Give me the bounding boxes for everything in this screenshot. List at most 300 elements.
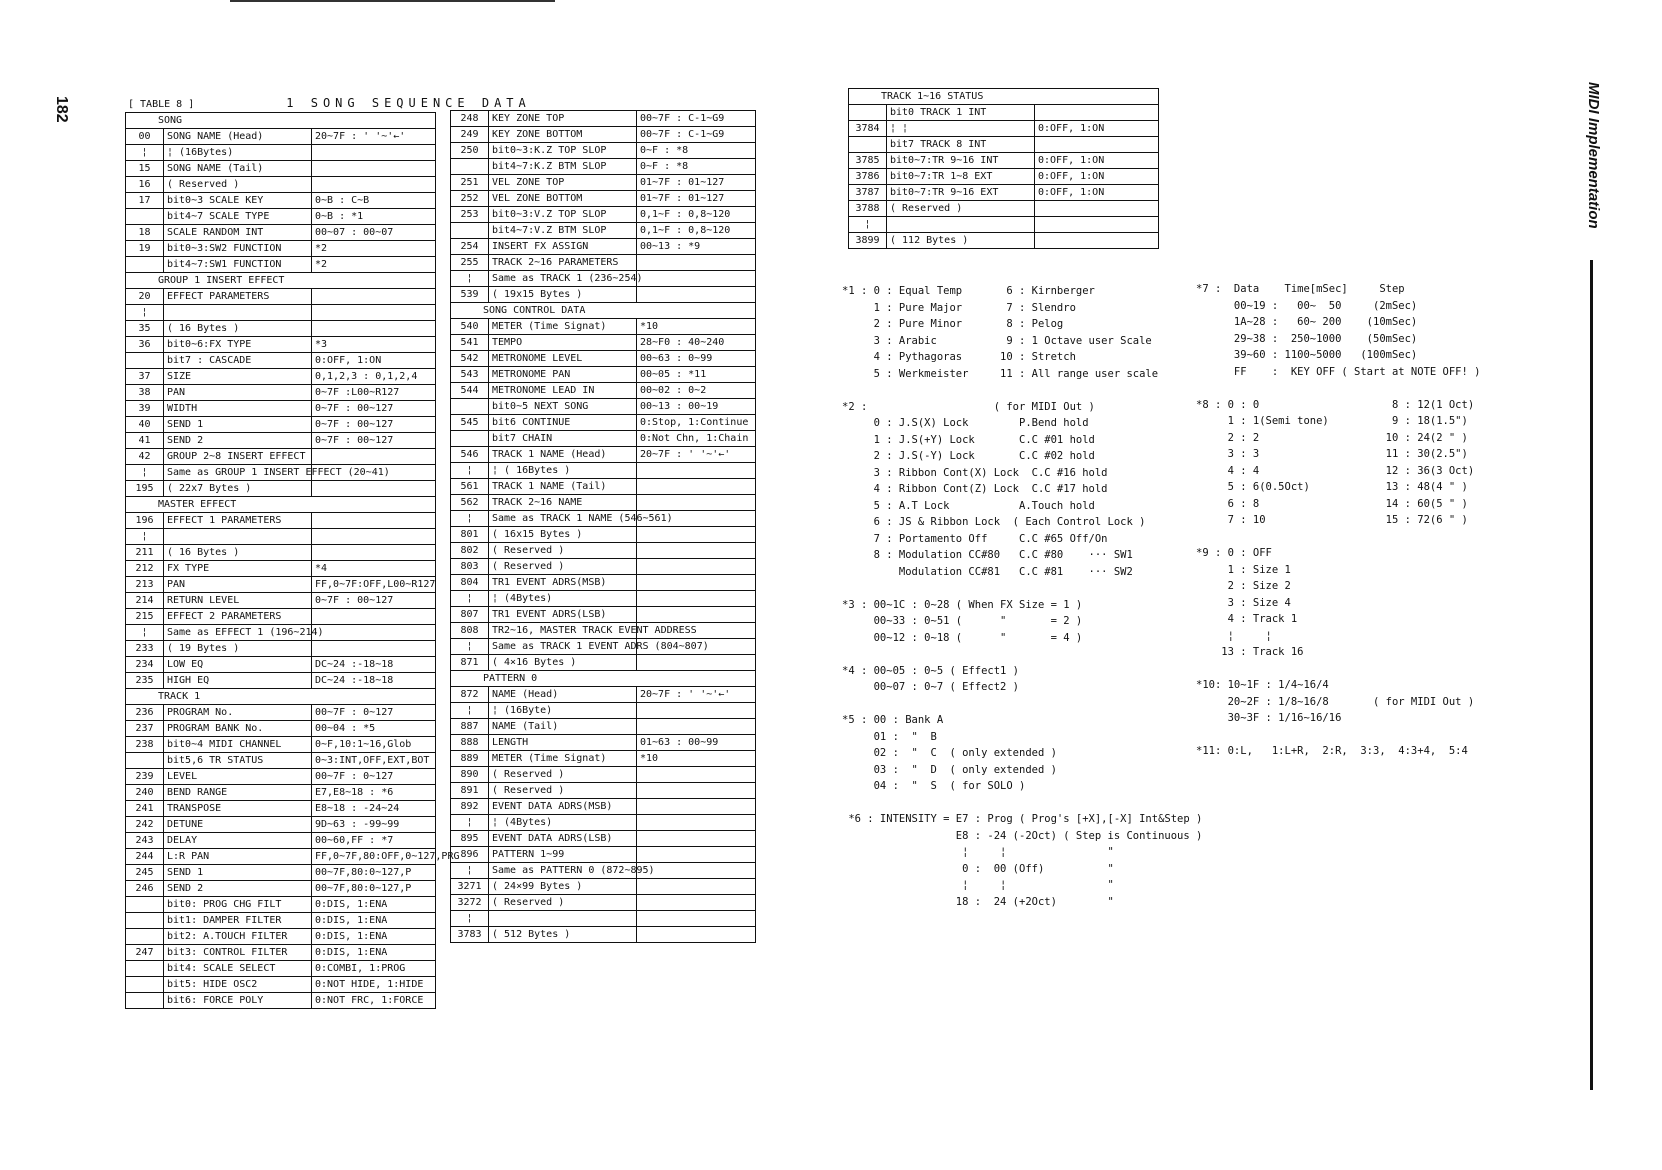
row-value: DC~24 :-18~18 <box>312 673 436 689</box>
section-heading: GROUP 1 INSERT EFFECT <box>126 273 436 289</box>
row-value: 01~63 : 00~99 <box>637 735 756 751</box>
table-column-2 <box>450 110 756 943</box>
row-parameter: TEMPO <box>489 335 637 351</box>
row-address <box>126 977 164 993</box>
row-parameter: METER (Time Signat) <box>489 319 637 335</box>
table-row <box>126 609 436 625</box>
row-address: 541 <box>451 335 489 351</box>
row-address: 237 <box>126 721 164 737</box>
row-value: 00~7F : C-1~G9 <box>637 127 756 143</box>
row-address: 542 <box>451 351 489 367</box>
row-value: 20~7F : ' '~'←' <box>312 129 436 145</box>
row-value: 00~07 : 00~07 <box>312 225 436 241</box>
row-address: 242 <box>126 817 164 833</box>
row-address: 890 <box>451 767 489 783</box>
section-heading: TRACK 1~16 STATUS <box>849 89 1159 105</box>
row-parameter: DELAY <box>164 833 312 849</box>
row-address: ¦ <box>451 511 489 527</box>
row-address: ¦ <box>451 591 489 607</box>
table-row <box>126 465 436 481</box>
row-address: 892 <box>451 799 489 815</box>
table-row <box>126 129 436 145</box>
table-row <box>126 561 436 577</box>
row-address: 891 <box>451 783 489 799</box>
table-row <box>451 271 756 287</box>
row-value <box>637 591 756 607</box>
row-address: 540 <box>451 319 489 335</box>
row-address: 546 <box>451 447 489 463</box>
row-parameter: bit5,6 TR STATUS <box>164 753 312 769</box>
row-address <box>126 913 164 929</box>
notes-left: *1 : 0 : Equal Temp 6 : Kirnberger 1 : Pure Major 7 : Slendro 2 : Pure Minor 8 : Pelog 3 : Arabic 9 : 1 Octave user Scale 4 : Pythagoras 10 : Stretch 5 : Werkmeister 11 : All range user scale *2 : ( for MIDI Out ) 0 : J.S(X) Lock P.Bend hold 1 : J.S(+Y) Lock C.C #01 hold 2 : J.S(-Y) Lock C.C #02 hold 3 : Ribbon Cont(X) Lock C.C #16 hold 4 : Ribbon Cont(Z) Lock C.C #17 hold 5 : A.T Lock A.Touch hold 6 : JS & Ribbon Lock ( Each Control Lock ) 7 : Portamento Off C.C #65 Off/On 8 : Modulation CC#80 C.C #80 ··· SW1 Modulation CC#81 C.C #81 ··· SW2 *3 : 00~1C : 0~28 ( When FX Size = 1 ) 00~33 : 0~51 ( " = 2 ) 00~12 : 0~18 ( " = 4 ) *4 : 00~05 : 0~5 ( Effect1 ) 00~07 : 0~7 ( Effect2 ) *5 : 00 : Bank A 01 : " B 02 : " C ( only extended ) 03 : " D ( only extended ) 04 : " S ( for SOLO ) *6 : INTENSITY = E7 : Prog ( Prog's [+X],[-X] Int&Step ) E8 : -24 (-2Oct) ( Step is Continuous ) ¦ ¦ " 0 : 00 (Off) " ¦ ¦ " 18 : 24 (+2Oct) " <box>842 285 1203 908</box>
table-row <box>451 463 756 479</box>
table-row <box>126 689 436 705</box>
table-row <box>451 655 756 671</box>
row-parameter: bit0 TRACK 1 INT <box>887 105 1035 121</box>
table-row <box>126 913 436 929</box>
table-row <box>451 239 756 255</box>
row-value <box>637 879 756 895</box>
row-address: 3788 <box>849 201 887 217</box>
row-parameter: DETUNE <box>164 817 312 833</box>
row-address: 254 <box>451 239 489 255</box>
row-parameter: bit4~7 SCALE TYPE <box>164 209 312 225</box>
row-value <box>637 255 756 271</box>
row-parameter: METRONOME LEAD IN <box>489 383 637 399</box>
table-row <box>849 153 1159 169</box>
row-parameter: ( Reserved ) <box>489 783 637 799</box>
row-parameter: TR1 EVENT ADRS(LSB) <box>489 607 637 623</box>
row-value <box>637 575 756 591</box>
table-row <box>451 303 756 319</box>
table-row <box>451 351 756 367</box>
row-address: 215 <box>126 609 164 625</box>
row-address <box>451 399 489 415</box>
row-value: 0:NOT FRC, 1:FORCE <box>312 993 436 1009</box>
table-row <box>451 287 756 303</box>
row-value <box>637 911 756 927</box>
row-address: 3787 <box>849 185 887 201</box>
table-row <box>451 191 756 207</box>
row-parameter: ( 24×99 Bytes ) <box>489 879 637 895</box>
table-row <box>849 201 1159 217</box>
table-row <box>451 111 756 127</box>
row-parameter: TRANSPOSE <box>164 801 312 817</box>
row-parameter: ( 19x15 Bytes ) <box>489 287 637 303</box>
row-parameter: PROGRAM No. <box>164 705 312 721</box>
table-row <box>451 431 756 447</box>
side-rule <box>1590 260 1593 1090</box>
row-parameter: bit0~3:SW2 FUNCTION <box>164 241 312 257</box>
table-row <box>126 833 436 849</box>
row-value <box>637 767 756 783</box>
row-value <box>637 463 756 479</box>
row-value: DC~24 :-18~18 <box>312 657 436 673</box>
row-value <box>1035 233 1159 249</box>
table-row <box>451 543 756 559</box>
row-address: ¦ <box>126 625 164 641</box>
row-value <box>312 609 436 625</box>
row-value: 0:OFF, 1:ON <box>1035 185 1159 201</box>
row-value: 0:OFF, 1:ON <box>312 353 436 369</box>
row-value <box>312 529 436 545</box>
table-row <box>451 207 756 223</box>
table-row <box>451 127 756 143</box>
row-parameter: EFFECT 1 PARAMETERS <box>164 513 312 529</box>
row-parameter: KEY ZONE BOTTOM <box>489 127 637 143</box>
row-value: 00~7F : 0~127 <box>312 769 436 785</box>
row-address: 00 <box>126 129 164 145</box>
table-row <box>126 177 436 193</box>
row-address: 238 <box>126 737 164 753</box>
row-value: 20~7F : ' '~'←' <box>637 447 756 463</box>
row-address: 247 <box>126 945 164 961</box>
table-row <box>451 847 756 863</box>
row-value: 0:DIS, 1:ENA <box>312 897 436 913</box>
table-row <box>849 89 1159 105</box>
row-parameter: bit0~7:TR 9~16 INT <box>887 153 1035 169</box>
row-parameter: Same as TRACK 1 EVENT ADRS (804~807) <box>489 639 637 655</box>
row-value: 0~7F : 00~127 <box>312 417 436 433</box>
table-row <box>126 673 436 689</box>
row-parameter: ( 22x7 Bytes ) <box>164 481 312 497</box>
table-row <box>126 817 436 833</box>
row-parameter: FX TYPE <box>164 561 312 577</box>
row-value: 0~3:INT,OFF,EXT,BOT <box>312 753 436 769</box>
table-row <box>849 121 1159 137</box>
row-parameter: ¦ (16Byte) <box>489 703 637 719</box>
table-row <box>451 831 756 847</box>
row-address <box>126 353 164 369</box>
row-address: 37 <box>126 369 164 385</box>
row-value: 0:Stop, 1:Continue <box>637 415 756 431</box>
row-value: 00~60,FF : *7 <box>312 833 436 849</box>
row-address: 3271 <box>451 879 489 895</box>
row-parameter: METRONOME PAN <box>489 367 637 383</box>
row-parameter: TRACK 1 NAME (Tail) <box>489 479 637 495</box>
row-address: ¦ <box>451 911 489 927</box>
row-address: 234 <box>126 657 164 673</box>
row-address: 41 <box>126 433 164 449</box>
row-value: FF,0~7F:OFF,L00~R127 <box>312 577 436 593</box>
row-address: 16 <box>126 177 164 193</box>
row-value: 00~13 : 00~19 <box>637 399 756 415</box>
table-row <box>126 481 436 497</box>
row-parameter: SEND 1 <box>164 417 312 433</box>
section-heading: SONG CONTROL DATA <box>451 303 756 319</box>
row-value <box>312 625 436 641</box>
row-value: 0:OFF, 1:ON <box>1035 169 1159 185</box>
row-parameter: Same as GROUP 1 INSERT EFFECT (20~41) <box>164 465 312 481</box>
row-parameter: bit0~5 NEXT SONG <box>489 399 637 415</box>
table-row <box>451 447 756 463</box>
row-value: 20~7F : ' '~'←' <box>637 687 756 703</box>
row-address: 246 <box>126 881 164 897</box>
table-row <box>451 159 756 175</box>
row-address: 808 <box>451 623 489 639</box>
row-value <box>637 527 756 543</box>
row-value <box>312 481 436 497</box>
row-parameter: bit7 : CASCADE <box>164 353 312 369</box>
row-parameter: bit0~3 SCALE KEY <box>164 193 312 209</box>
row-address: 240 <box>126 785 164 801</box>
row-address: 211 <box>126 545 164 561</box>
row-parameter: bit3: CONTROL FILTER <box>164 945 312 961</box>
table-row <box>126 705 436 721</box>
row-address: ¦ <box>451 815 489 831</box>
table-row <box>126 337 436 353</box>
row-value: 01~7F : 01~127 <box>637 191 756 207</box>
table-row <box>451 367 756 383</box>
row-parameter: TRACK 2~16 NAME <box>489 495 637 511</box>
table-title: 1 SONG SEQUENCE DATA <box>286 96 531 110</box>
row-parameter <box>887 217 1035 233</box>
row-value: 28~F0 : 40~240 <box>637 335 756 351</box>
row-address: 561 <box>451 479 489 495</box>
row-parameter: SEND 2 <box>164 433 312 449</box>
row-value: 0:DIS, 1:ENA <box>312 945 436 961</box>
row-address: ¦ <box>451 463 489 479</box>
row-value: *3 <box>312 337 436 353</box>
table-row <box>126 577 436 593</box>
table-row <box>126 865 436 881</box>
row-address: 3783 <box>451 927 489 943</box>
row-address: ¦ <box>126 305 164 321</box>
row-address: 896 <box>451 847 489 863</box>
row-address: 18 <box>126 225 164 241</box>
table-row <box>126 321 436 337</box>
row-parameter: RETURN LEVEL <box>164 593 312 609</box>
row-parameter: ( 16x15 Bytes ) <box>489 527 637 543</box>
table-row <box>451 591 756 607</box>
row-address: 241 <box>126 801 164 817</box>
row-value: 0~7F :L00~R127 <box>312 385 436 401</box>
row-address: 253 <box>451 207 489 223</box>
table-row <box>451 879 756 895</box>
row-parameter: BEND RANGE <box>164 785 312 801</box>
table-row <box>126 385 436 401</box>
row-value: *2 <box>312 241 436 257</box>
row-address: 251 <box>451 175 489 191</box>
table-header <box>128 96 531 110</box>
row-value: 0,1~F : 0,8~120 <box>637 223 756 239</box>
top-rule <box>230 0 555 2</box>
row-address <box>126 257 164 273</box>
row-value: 01~7F : 01~127 <box>637 175 756 191</box>
row-parameter: ( 112 Bytes ) <box>887 233 1035 249</box>
row-value <box>637 703 756 719</box>
table-column-1 <box>125 112 460 1009</box>
table-row <box>451 767 756 783</box>
row-address: 235 <box>126 673 164 689</box>
row-parameter: ( 4×16 Bytes ) <box>489 655 637 671</box>
table-row <box>451 479 756 495</box>
row-address: 888 <box>451 735 489 751</box>
row-address <box>849 137 887 153</box>
row-value: 0:NOT HIDE, 1:HIDE <box>312 977 436 993</box>
row-value <box>1035 137 1159 153</box>
row-parameter: L:R PAN <box>164 849 312 865</box>
row-address <box>126 929 164 945</box>
table-row <box>126 801 436 817</box>
notes-right: *7 : Data Time[mSec] Step 00~19 : 00~ 50 (2mSec) 1A~28 : 60~ 200 (10mSec) 29~38 : 250~1000 (50mSec) 39~60 : 1100~5000 (100mSec) FF : KEY OFF ( Start at NOTE OFF! ) *8 : 0 : 0 8 : 12(1 Oct) 1 : 1(Semi tone) 9 : 18(1.5") 2 : 2 10 : 24(2 " ) 3 : 3 11 : 30(2.5") 4 : 4 12 : 36(3 Oct) 5 : 6(0.5Oct) 13 : 48(4 " ) 6 : 8 14 : 60(5 " ) 7 : 10 15 : 72(6 " ) *9 : 0 : OFF 1 : Size 1 2 : Size 2 3 : Size 4 4 : Track 1 ¦ ¦ 13 : Track 16 *10: 10~1F : 1/4~16/4 20~2F : 1/8~16/8 ( for MIDI Out ) 30~3F : 1/16~16/16 *11: 0:L, 1:L+R, 2:R, 3:3, 4:3+4, 5:4 <box>1196 283 1481 757</box>
row-value <box>312 449 436 465</box>
table-row <box>451 815 756 831</box>
row-address: 250 <box>451 143 489 159</box>
table-row <box>126 161 436 177</box>
table-row <box>451 383 756 399</box>
row-parameter: bit1: DAMPER FILTER <box>164 913 312 929</box>
table-row <box>849 185 1159 201</box>
table-row <box>126 305 436 321</box>
table-row <box>451 783 756 799</box>
row-parameter: LEVEL <box>164 769 312 785</box>
row-address: 545 <box>451 415 489 431</box>
row-value <box>312 513 436 529</box>
row-value: 00~04 : *5 <box>312 721 436 737</box>
row-address: 539 <box>451 287 489 303</box>
row-value: E7,E8~18 : *6 <box>312 785 436 801</box>
row-address: 40 <box>126 417 164 433</box>
row-parameter: METRONOME LEVEL <box>489 351 637 367</box>
table-row <box>126 977 436 993</box>
row-parameter: ¦ (4Bytes) <box>489 815 637 831</box>
row-address: 19 <box>126 241 164 257</box>
table-row <box>451 799 756 815</box>
row-parameter: ( Reserved ) <box>489 559 637 575</box>
row-parameter: TR2~16, MASTER TRACK EVENT ADDRESS <box>489 623 637 639</box>
table-row <box>126 145 436 161</box>
row-parameter: TRACK 1 NAME (Head) <box>489 447 637 463</box>
row-parameter: bit7 TRACK 8 INT <box>887 137 1035 153</box>
row-parameter: SONG NAME (Head) <box>164 129 312 145</box>
row-parameter: bit4: SCALE SELECT <box>164 961 312 977</box>
row-parameter: bit4~7:V.Z BTM SLOP <box>489 223 637 239</box>
row-address: 42 <box>126 449 164 465</box>
row-address <box>126 993 164 1009</box>
row-value <box>637 287 756 303</box>
row-address: ¦ <box>126 529 164 545</box>
row-address: 39 <box>126 401 164 417</box>
row-address <box>451 223 489 239</box>
row-parameter: bit0~3:K.Z TOP SLOP <box>489 143 637 159</box>
table-row <box>126 417 436 433</box>
row-address: ¦ <box>849 217 887 233</box>
table-row <box>451 415 756 431</box>
row-parameter: Same as TRACK 1 NAME (546~561) <box>489 511 637 527</box>
section-heading: TRACK 1 <box>126 689 436 705</box>
table-row <box>126 929 436 945</box>
row-address <box>126 209 164 225</box>
row-address: ¦ <box>451 863 489 879</box>
row-parameter: ( 16 Bytes ) <box>164 321 312 337</box>
row-value: FF,0~7F,80:OFF,0~127,PRG <box>312 849 436 865</box>
row-parameter: bit0~6:FX TYPE <box>164 337 312 353</box>
row-parameter: ¦ ( 16Bytes ) <box>489 463 637 479</box>
row-address: 895 <box>451 831 489 847</box>
row-value <box>637 927 756 943</box>
row-parameter: INSERT FX ASSIGN <box>489 239 637 255</box>
row-value: *10 <box>637 751 756 767</box>
table-row <box>451 911 756 927</box>
table-row <box>849 105 1159 121</box>
row-parameter: PATTERN 1~99 <box>489 847 637 863</box>
row-value: *4 <box>312 561 436 577</box>
row-address <box>849 105 887 121</box>
row-parameter: EFFECT 2 PARAMETERS <box>164 609 312 625</box>
row-address <box>126 897 164 913</box>
row-value <box>312 321 436 337</box>
row-parameter: GROUP 2~8 INSERT EFFECT <box>164 449 312 465</box>
row-value <box>637 655 756 671</box>
row-address: 249 <box>451 127 489 143</box>
row-parameter: PROGRAM BANK No. <box>164 721 312 737</box>
table-row <box>451 927 756 943</box>
table-row <box>451 399 756 415</box>
row-parameter: ( Reserved ) <box>489 895 637 911</box>
row-value: 9D~63 : -99~99 <box>312 817 436 833</box>
row-value <box>637 799 756 815</box>
row-parameter: bit0~3:V.Z TOP SLOP <box>489 207 637 223</box>
row-parameter: bit5: HIDE OSC2 <box>164 977 312 993</box>
row-value: 0~7F : 00~127 <box>312 401 436 417</box>
row-parameter <box>164 529 312 545</box>
table-column-3 <box>848 88 1159 249</box>
row-parameter: PAN <box>164 385 312 401</box>
table-row <box>451 671 756 687</box>
row-address: ¦ <box>451 639 489 655</box>
row-parameter <box>489 911 637 927</box>
row-address: 804 <box>451 575 489 591</box>
table-row <box>849 169 1159 185</box>
row-parameter: SEND 2 <box>164 881 312 897</box>
row-value <box>312 289 436 305</box>
row-value <box>1035 105 1159 121</box>
table-row <box>451 511 756 527</box>
row-address: ¦ <box>451 703 489 719</box>
row-address: 17 <box>126 193 164 209</box>
row-value: 0:OFF, 1:ON <box>1035 153 1159 169</box>
table-row <box>126 961 436 977</box>
table-row <box>126 993 436 1009</box>
table-row <box>126 641 436 657</box>
row-parameter: SIZE <box>164 369 312 385</box>
row-value <box>312 305 436 321</box>
table-row <box>126 849 436 865</box>
table-row <box>126 401 436 417</box>
table-row <box>126 513 436 529</box>
row-parameter: SEND 1 <box>164 865 312 881</box>
row-value <box>637 495 756 511</box>
table-row <box>126 449 436 465</box>
row-parameter: VEL ZONE BOTTOM <box>489 191 637 207</box>
row-address: 214 <box>126 593 164 609</box>
row-parameter: ¦ ¦ <box>887 121 1035 137</box>
row-address: 212 <box>126 561 164 577</box>
table-row <box>126 897 436 913</box>
row-parameter: NAME (Head) <box>489 687 637 703</box>
table-row <box>126 369 436 385</box>
page-number: 182 <box>53 96 70 123</box>
row-value <box>312 145 436 161</box>
row-address: 3272 <box>451 895 489 911</box>
table-row <box>451 223 756 239</box>
table-row <box>126 945 436 961</box>
table-row <box>451 719 756 735</box>
table-row <box>126 657 436 673</box>
row-parameter: ¦ (16Bytes) <box>164 145 312 161</box>
table-row <box>126 545 436 561</box>
